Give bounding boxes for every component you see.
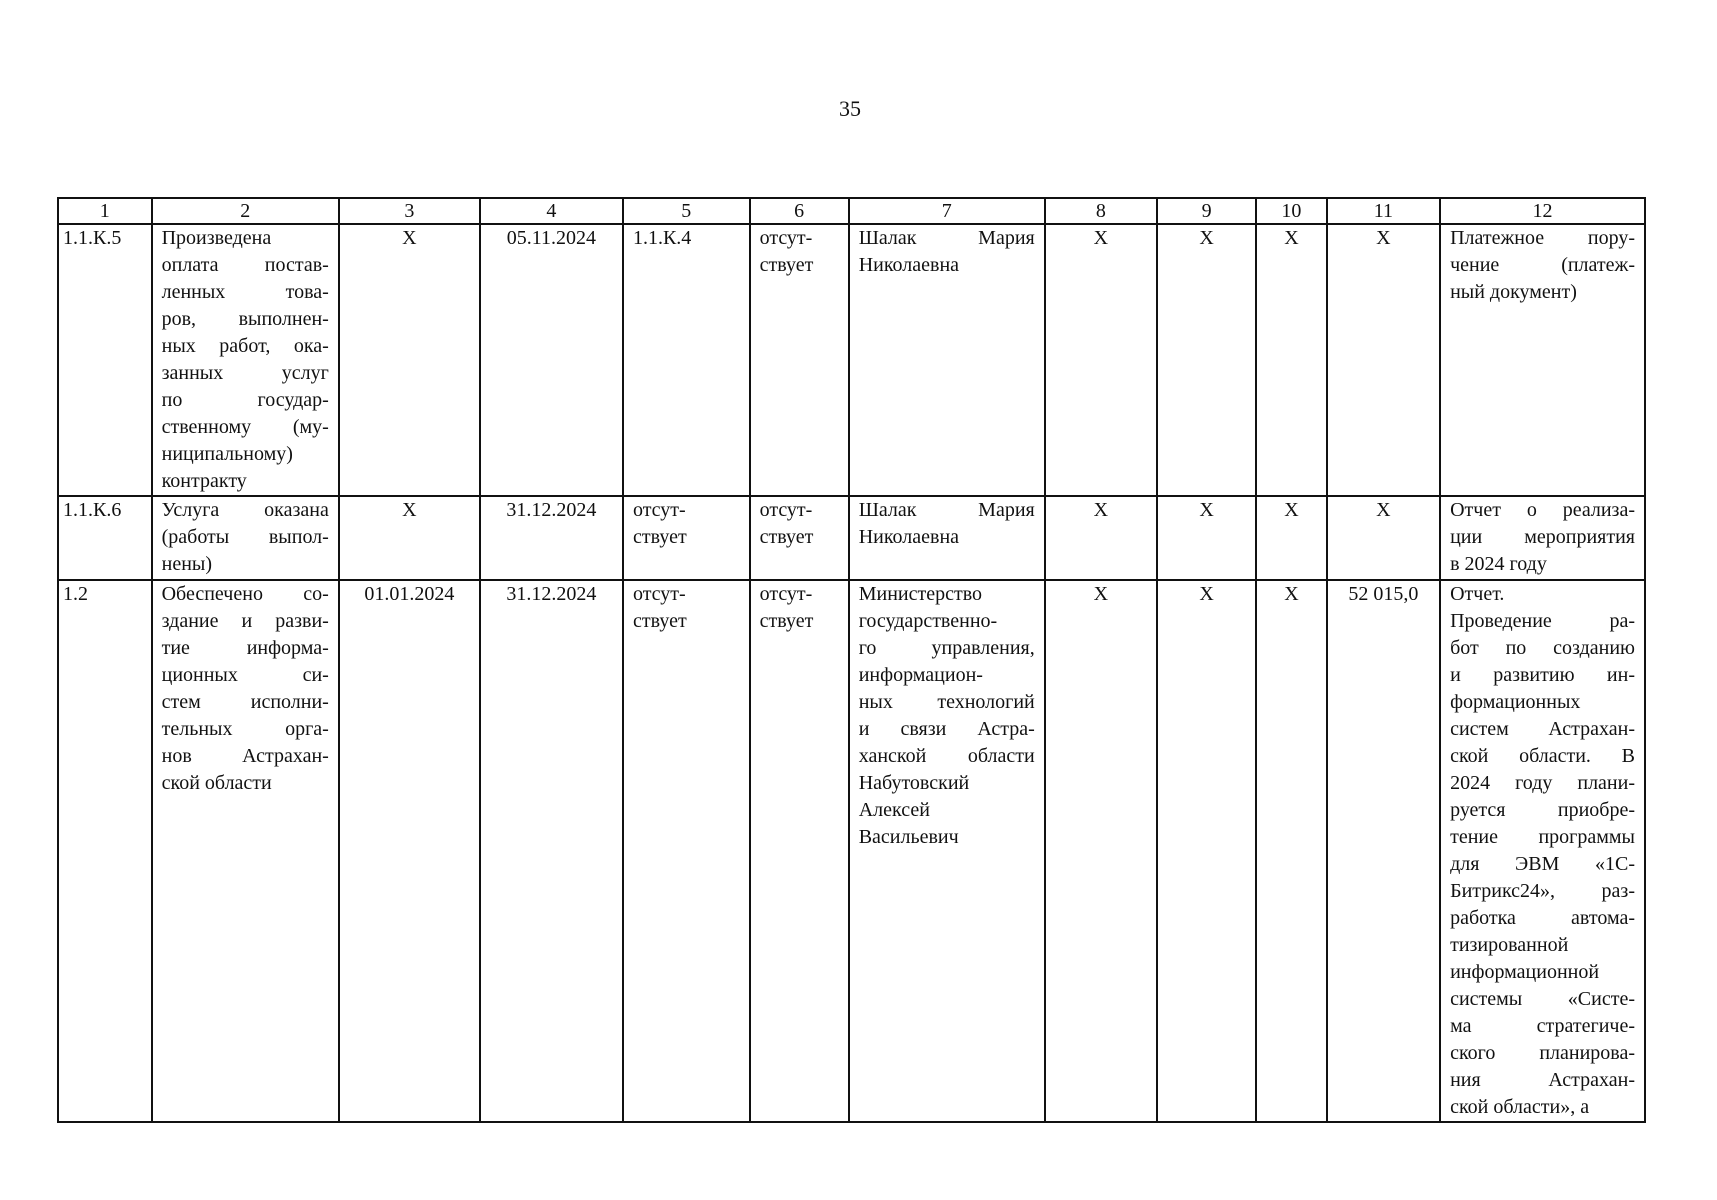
cell-line: Обеспечено со- [161,583,329,605]
predecessor-cell [623,496,750,580]
result-document-cell [1440,496,1645,580]
row-code: 1.1.К.5 [58,224,152,496]
start-date-cell: X [339,496,480,580]
cell-line: Васильевич [858,826,959,848]
cell-line: 2024 году плани- [1450,772,1635,794]
column-number: 11 [1327,198,1440,224]
cell-line: ции мероприятия [1450,526,1635,548]
cell-col8: X [1045,580,1157,1122]
cell-line: ленных това- [161,281,329,303]
row-description [152,496,339,580]
cell-line: Набутовский [858,772,970,794]
cell-line: ствует [759,254,814,276]
cell-line: нов Астрахан- [161,745,329,767]
row-code: 1.2 [58,580,152,1122]
cell-line: ствует [632,526,687,548]
cell-line: Шалак Мария [858,499,1035,521]
predecessor-cell [623,580,750,1122]
cell-line: ных работ, ока- [161,335,329,357]
cell-line: ных технологий [858,691,1035,713]
cell-line: по государ- [161,389,329,411]
cell-line: в 2024 году [1450,553,1547,575]
cell-line: систем Астрахан- [1450,718,1635,740]
cell-line: тие информа- [161,637,329,659]
successor-cell [750,496,849,580]
cell-line: ствует [759,526,814,548]
successor-cell [750,580,849,1122]
table-row [58,224,1645,496]
cell-line: Николаевна [858,254,960,276]
column-number: 5 [623,198,750,224]
cell-line: тизированной [1450,934,1569,956]
cell-line: ского планирова- [1450,1042,1635,1064]
cell-line: работка автома- [1450,907,1635,929]
cell-col11: 52 015,0 [1327,580,1440,1122]
cell-col10: X [1256,224,1326,496]
cell-line: и связи Астра- [858,718,1035,740]
cell-line: тение программы [1450,826,1635,848]
cell-line: государственно- [858,610,998,632]
cell-line: Отчет. [1450,583,1505,605]
table-row [58,580,1645,1122]
cell-line: нены) [161,553,212,575]
column-number: 7 [849,198,1045,224]
cell-line: ствует [632,610,687,632]
cell-line: Битрикс24», раз- [1450,880,1635,902]
end-date-cell: 05.11.2024 [480,224,623,496]
cell-line: ров, выполнен- [161,308,329,330]
end-date-cell: 31.12.2024 [480,580,623,1122]
responsible-cell [849,224,1045,496]
cell-col8: X [1045,224,1157,496]
cell-col8: X [1045,496,1157,580]
cell-line: ма стратегиче- [1450,1015,1635,1037]
cell-line: Алексей [858,799,930,821]
cell-line: для ЭВМ «1С- [1450,853,1635,875]
cell-line: Отчет о реализа- [1450,499,1635,521]
plan-table [57,197,1646,1123]
cell-line: ционных си- [161,664,329,686]
cell-line: занных услуг [161,362,329,384]
start-date-cell: 01.01.2024 [339,580,480,1122]
successor-cell [750,224,849,496]
cell-line: оплата постав- [161,254,329,276]
cell-line: отсут- [632,499,686,521]
cell-line: руется приобре- [1450,799,1635,821]
cell-line: здание и разви- [161,610,329,632]
column-numbers-row [58,198,1645,224]
page-number: 35 [839,96,861,121]
responsible-cell [849,580,1045,1122]
cell-line: го управления, [858,637,1035,659]
cell-line: чение (платеж- [1450,254,1635,276]
cell-line: Услуга оказана [161,499,329,521]
cell-line: отсут- [632,583,686,605]
column-number: 10 [1256,198,1326,224]
cell-line: отсут- [759,583,813,605]
cell-line: ниципальному) [161,443,293,465]
cell-col9: X [1157,496,1256,580]
cell-line: ственному (му- [161,416,329,438]
column-number: 12 [1440,198,1645,224]
cell-line: ный документ) [1450,281,1577,303]
column-number: 9 [1157,198,1256,224]
cell-line: Министерство [858,583,983,605]
cell-col10: X [1256,496,1326,580]
result-document-cell [1440,224,1645,496]
predecessor-cell [623,224,750,496]
row-description [152,224,339,496]
cell-line: Николаевна [858,526,960,548]
cell-line: Платежное пору- [1450,227,1635,249]
cell-col10: X [1256,580,1326,1122]
column-number: 8 [1045,198,1157,224]
cell-line: 1.1.К.4 [632,227,692,249]
row-description [152,580,339,1122]
column-number: 6 [750,198,849,224]
column-number: 2 [152,198,339,224]
cell-line: системы «Систе- [1450,988,1635,1010]
cell-line: ствует [759,610,814,632]
start-date-cell: X [339,224,480,496]
column-number: 4 [480,198,623,224]
cell-col11: X [1327,224,1440,496]
cell-line: формационных [1450,691,1581,713]
cell-line: отсут- [759,227,813,249]
responsible-cell [849,496,1045,580]
cell-line: стем исполни- [161,691,329,713]
column-number: 1 [58,198,152,224]
cell-line: и развитию ин- [1450,664,1635,686]
cell-col9: X [1157,580,1256,1122]
cell-line: тельных орга- [161,718,329,740]
cell-line: информацион- [858,664,983,686]
table-row [58,496,1645,580]
result-document-cell [1440,580,1645,1122]
cell-line: контракту [161,470,247,492]
cell-line: отсут- [759,499,813,521]
cell-line: Произведена [161,227,272,249]
cell-col9: X [1157,224,1256,496]
cell-line: Шалак Мария [858,227,1035,249]
cell-line: (работы выпол- [161,526,329,548]
row-code: 1.1.К.6 [58,496,152,580]
cell-line: ской области [161,772,272,794]
cell-line: ханской области [858,745,1035,767]
cell-line: ской области. В [1450,745,1635,767]
end-date-cell: 31.12.2024 [480,496,623,580]
cell-line: информационной [1450,961,1600,983]
cell-line: бот по созданию [1450,637,1635,659]
cell-line: ской области», а [1450,1096,1590,1118]
cell-line: Проведение ра- [1450,610,1635,632]
cell-line: ния Астрахан- [1450,1069,1635,1091]
cell-col11: X [1327,496,1440,580]
column-number: 3 [339,198,480,224]
